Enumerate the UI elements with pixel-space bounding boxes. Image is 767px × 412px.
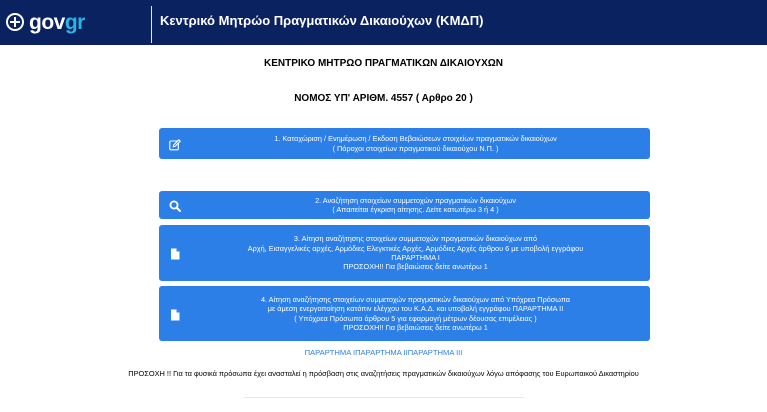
emblem-icon: [6, 13, 24, 31]
page-title: ΚΕΝΤΡΙΚΟ ΜΗΤΡΩΟ ΠΡΑΓΜΑΤΙΚΩΝ ΔΙΚΑΙΟΥΧΩΝ: [263, 58, 504, 69]
obliged-entities-search-request-button[interactable]: [159, 286, 650, 341]
document-icon: [169, 308, 181, 320]
action-line: 3. Αίτηση αναζήτησης στοιχείων συμμετοχών πραγματικών δικαιούχων από: [293, 234, 538, 244]
search-icon: [169, 199, 181, 211]
action-line: Αρχή, Εισαγγελικές αρχές, Αρμόδιες Ελεγκτικές Αρχές, Αρμόδιες Αρχές άρθρου 6 με υποβολή εγγράφου: [247, 243, 584, 253]
action-line: ΠΡΟΣΟΧΗ!! Για βεβαιώσεις δείτε ανωτέρω 1: [343, 262, 488, 272]
action-line: ΠΡΟΣΟΧΗ!! Για βεβαιώσεις δείτε ανωτέρω 1: [343, 322, 488, 332]
brand-gr: gr: [64, 10, 85, 34]
action-line: 1. Καταχώριση / Ενημέρωση / Εκδοση Βεβαιώσεων στοιχείων πραγματικών δικαιούχων: [274, 134, 557, 144]
annex-3-link[interactable]: ΠΑΡΑΡΤΗΜΑ ΙΙΙ: [407, 348, 463, 357]
annex-1-link[interactable]: ΠΑΡΑΡΤΗΜΑ Ι: [304, 348, 356, 357]
action-line: ΠΑΡΑΡΤΗΜΑ Ι: [391, 253, 440, 262]
divider: [244, 397, 524, 398]
register-update-certificates-button[interactable]: [159, 128, 650, 159]
page-header-title: Κεντρικό Μητρώο Πραγματικών Δικαιούχων (ΚΜΔΠ): [160, 13, 484, 28]
search-beneficiaries-button[interactable]: [159, 191, 650, 219]
brand-text: [29, 12, 85, 33]
annex-2-link[interactable]: ΠΑΡΑΡΤΗΜΑ ΙΙ: [355, 348, 408, 357]
action-label: [187, 191, 644, 219]
action-label: [187, 286, 644, 341]
action-line: με άμεση ενεργοποίηση κατόπιν ελέγχου του Κ.Α.Δ. και υποβολή εγγράφου ΠΑΡΑΡΤΗΜΑ ΙΙ: [267, 304, 564, 314]
court-decision-notice: ΠΡΟΣΟΧΗ !! Για τα φυσικά πρόσωπα έχει ανασταλεί η πρόσβαση στις αναζητήσεις πραγματικών δικαιούχων λόγω απόφασης του Ευρωπαικού Δικαστηρίου: [128, 369, 639, 378]
authority-search-request-button[interactable]: [159, 225, 650, 281]
brand-gov: gov: [29, 10, 65, 34]
header-divider: [151, 6, 152, 43]
action-line: 4. Αίτηση αναζήτησης στοιχείων συμμετοχών πραγματικών δικαιούχων από Υπόχρεα Πρόσωπα: [260, 294, 571, 304]
law-subtitle: ΝΟΜΟΣ ΥΠ' ΑΡΙΘΜ. 4557 ( Αρθρο 20 ): [294, 93, 473, 104]
action-line: ( Πάροχοι στοιχείων πραγματικού δικαιούχου Ν.Π. ): [332, 143, 499, 153]
top-header: [0, 0, 767, 45]
action-label: [187, 128, 644, 159]
action-label: [187, 225, 644, 281]
action-line: ( Απαιτείται έγκριση αίτησης. Δείτε κατωτέρω 3 ή 4 ): [332, 205, 499, 214]
govgr-logo[interactable]: [6, 8, 85, 36]
edit-icon: [169, 138, 181, 150]
action-line: 2. Αναζήτηση στοιχείων συμμετοχών πραγματικών δικαιούχων: [315, 195, 516, 205]
document-icon: [169, 247, 181, 259]
annex-links: [0, 348, 767, 357]
action-line: ( Υπόχρεα Πρόσωπα άρθρου 5 για εφαρμογή μέτρων δέουσας επιμέλειας ): [294, 313, 537, 323]
